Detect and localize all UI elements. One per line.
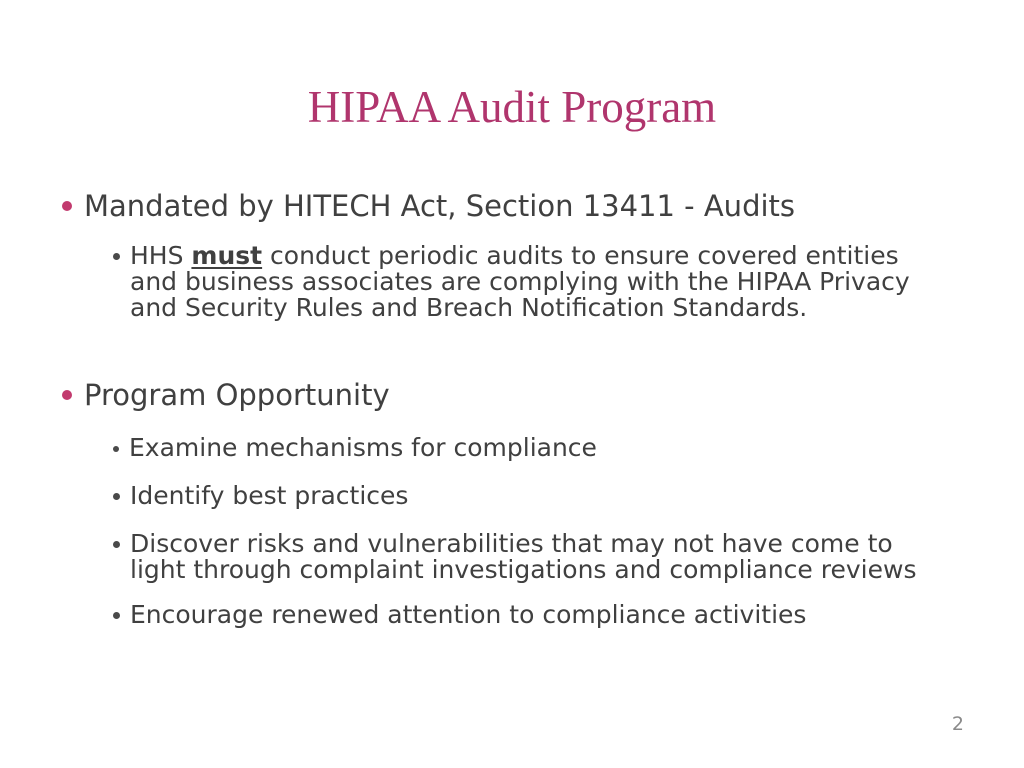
bullet-icon [62,201,72,211]
bullet-item-mandated [62,189,795,223]
sub-bullet-item-identify [113,483,408,509]
bullet-icon [62,390,72,400]
bullet-item-program-opportunity [62,378,390,412]
slide-title: HIPAA Audit Program [307,82,717,132]
bullet-icon [113,253,120,260]
sub-bullet-item-examine [113,435,597,461]
detail-emphasis: must [191,241,263,270]
sub-bullet-item-hhs-must [113,243,942,321]
bullet-text-mandated: Mandated by HITECH Act, Section 13411 - Audits [84,189,796,223]
sub-bullet-text-identify: Identify best practices [130,481,409,510]
detail-suffix: conduct periodic audits to ensure covered entities and business associates are complying with the HIPAA Privacy and Security Rules and Breach Notification Standards. [130,241,910,322]
sub-bullet-text-examine: Examine mechanisms for compliance [129,433,597,462]
page-number: 2 [951,713,964,735]
sub-bullet-item-encourage [113,602,806,628]
bullet-icon [113,541,120,548]
sub-bullet-text-hhs-must [130,243,942,321]
bullet-icon [113,446,119,452]
bullet-icon [113,612,120,619]
sub-bullet-text-encourage: Encourage renewed attention to compliance activities [130,600,807,629]
bullet-text-program-opportunity: Program Opportunity [84,378,390,412]
detail-prefix: HHS [130,241,192,270]
bullet-icon [113,493,120,500]
sub-bullet-text-discover: Discover risks and vulnerabilities that may not have come to light through complaint investigations and compliance reviews [130,529,917,584]
sub-bullet-item-discover [113,531,942,583]
